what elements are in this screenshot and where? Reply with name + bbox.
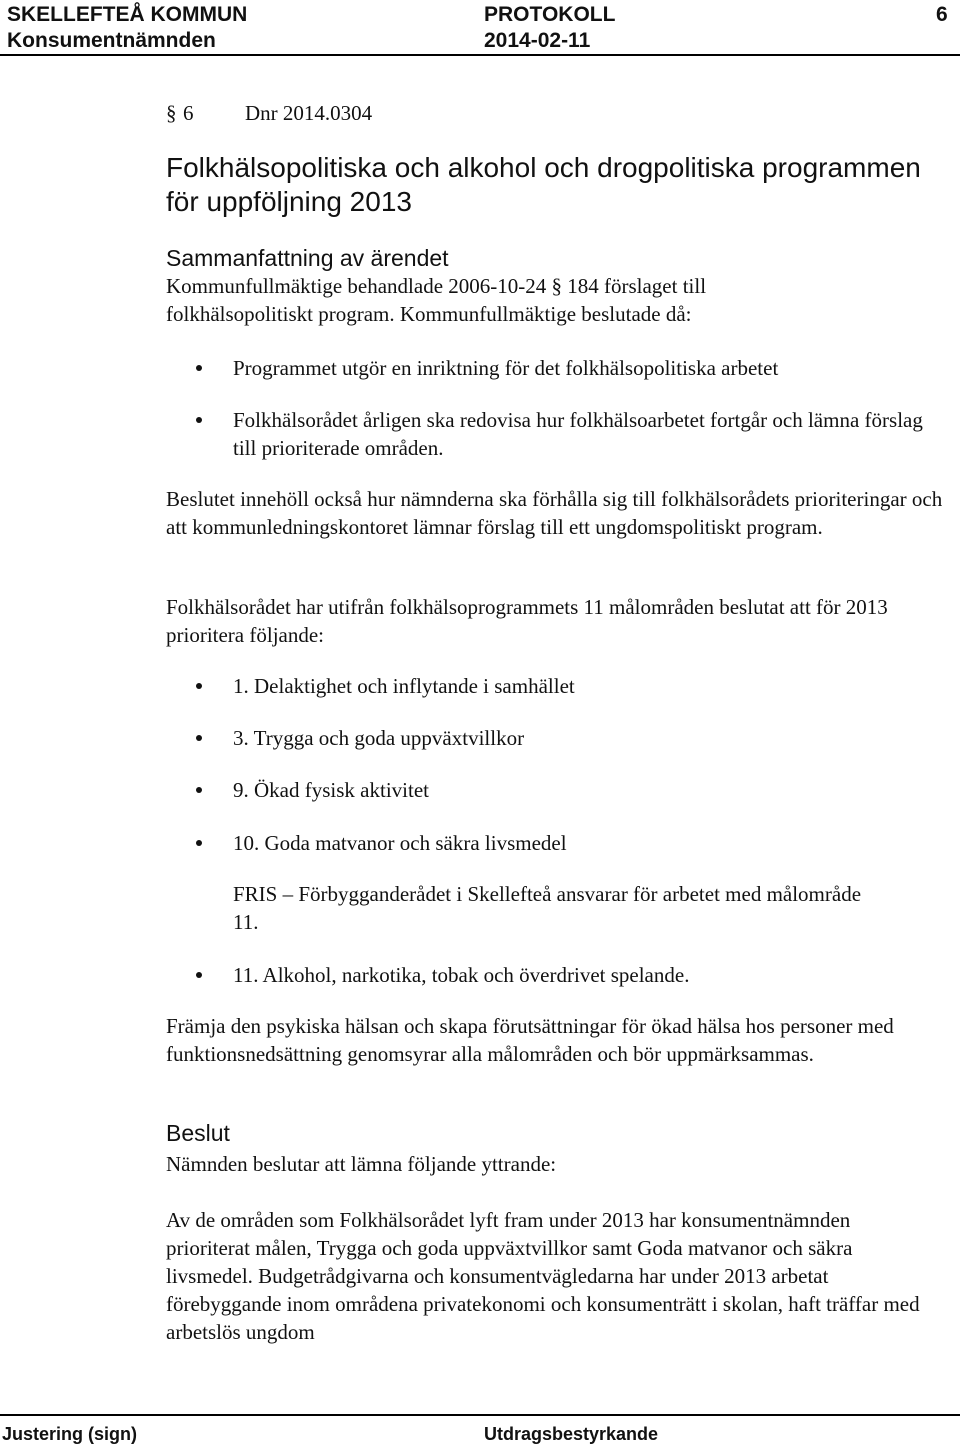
footer-justering: Justering (sign) [2,1424,138,1444]
decision-intro: Nämnden beslutar att lämna följande yttrande: [166,1152,557,1176]
decision-text: Av de områden som Folkhälsorådet lyft fram under 2013 har konsumentnämnden prioriterat målen, Trygga och goda uppväxtvillkor samt Goda matvanor och säkra livsmedel. Budgetrådgivarna och konsumentvägledarna har under 2013 arbetat förebyggande inom områdena privatekonomi och konsumenträtt i skolan, haft träffar med arbetslös ungdom [166,1208,920,1344]
priority-item: 3. Trygga och goda uppväxtvillkor [233,726,525,750]
bullet-icon [196,972,202,978]
page-header [0,0,960,56]
decision-heading: Beslut [166,1120,230,1146]
footer-utdragsbestyrkande: Utdragsbestyrkande [484,1424,659,1444]
board-name: Konsumentnämnden [7,29,216,52]
summary-paragraph-3: Folkhälsorådet har utifrån folkhälsoprogrammets 11 målområden beslutat att för 2013 prioritera följande: [166,595,888,647]
summary-paragraph-4: Främja den psykiska hälsan och skapa förutsättningar för ökad hälsa hos personer med funktionsnedsättning genomsyrar alla målområden och bör uppmärksammas. [166,1014,894,1066]
summary-paragraph-2: Beslutet innehöll också hur nämnderna ska förhålla sig till folkhälsorådets prioriteringar och att kommunledningskontoret lämnar förslag till ett ungdomspolitiskt program. [166,487,943,539]
bullet-icon [196,840,202,846]
doc-type: PROTOKOLL [484,3,616,26]
summary-line-1: Kommunfullmäktige behandlade 2006-10-24 § 184 förslaget till [166,274,707,298]
summary-line-2: folkhälsopolitiskt program. Kommunfullmäktige beslutade då: [166,302,692,326]
bullet-icon [196,365,202,371]
bullet-icon [196,417,202,423]
section-number: 6 [183,101,194,125]
meeting-date: 2014-02-11 [484,29,591,52]
org-name: SKELLEFTEÅ KOMMUN [7,3,248,26]
priority-item: 9. Ökad fysisk aktivitet [233,778,429,802]
diary-number: Dnr 2014.0304 [245,101,373,125]
summary-heading: Sammanfattning av ärendet [166,245,449,271]
summary-bullet-1: Programmet utgör en inriktning för det folkhälsopolitiska arbetet [233,356,779,380]
priority-item: 11. Alkohol, narkotika, tobak och överdrivet spelande. [233,963,690,987]
paragraph-symbol: § [166,101,177,125]
page-number: 6 [936,3,948,26]
bullet-icon [196,683,202,689]
summary-bullet-2: Folkhälsorådet årligen ska redovisa hur folkhälsoarbetet fortgår och lämna förslag till prioriterade områden. [233,408,923,460]
header-divider [0,54,960,56]
fris-note: FRIS – Förbygganderådet i Skellefteå ansvarar för arbetet med målområde 11. [233,882,862,934]
page-title: Folkhälsopolitiska och alkohol och drogpolitiska programmen för uppföljning 2013 [166,152,921,217]
footer-divider [0,1414,960,1416]
bullet-icon [196,787,202,793]
bullet-icon [196,735,202,741]
priority-item: 1. Delaktighet och inflytande i samhället [233,674,575,698]
priority-item: 10. Goda matvanor och säkra livsmedel [233,831,567,855]
